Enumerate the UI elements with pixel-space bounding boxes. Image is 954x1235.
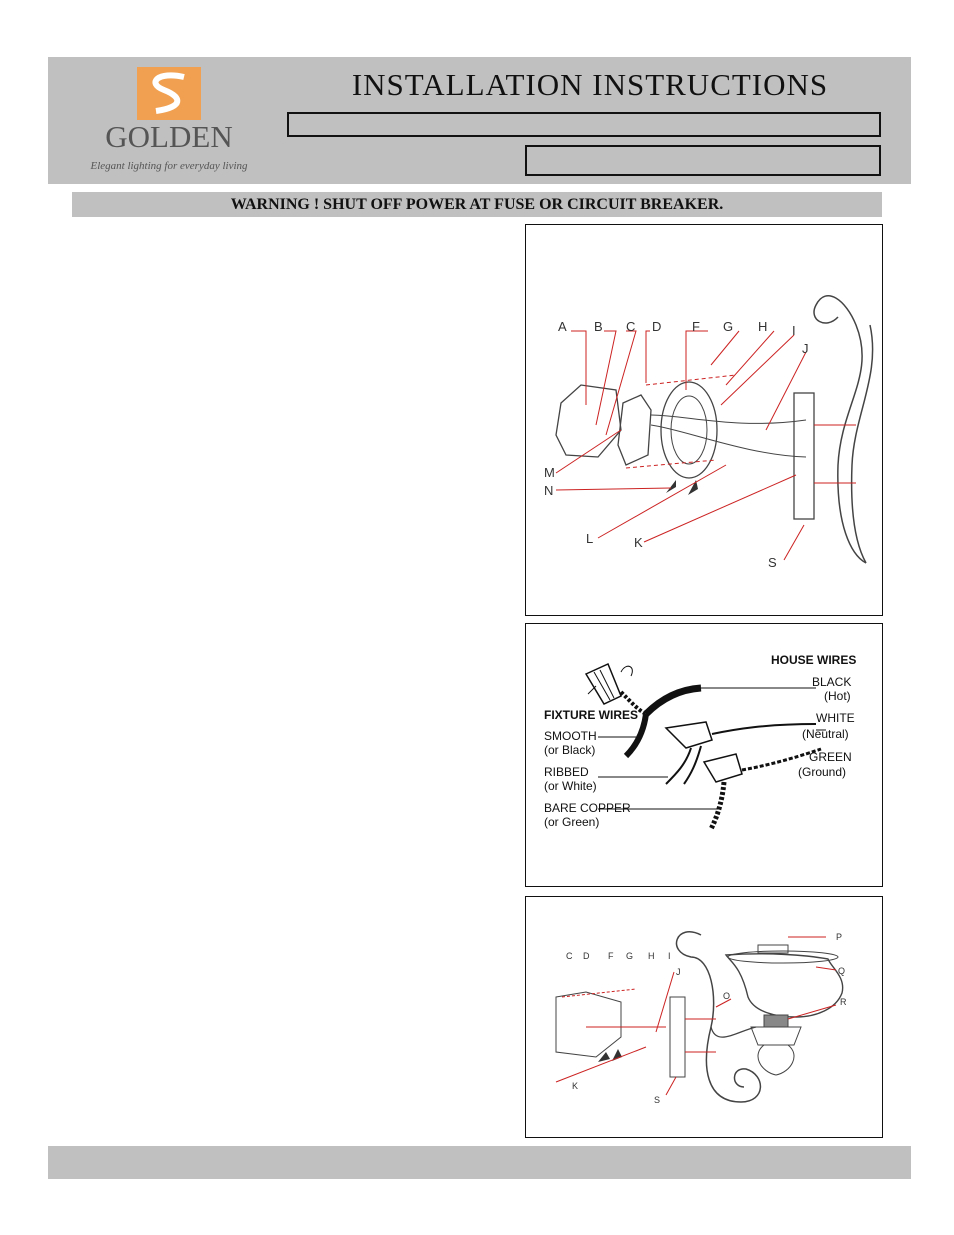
logo-tagline: Elegant lighting for everyday living (90, 160, 248, 172)
label-p: P (836, 932, 843, 942)
label-b: B (594, 319, 603, 334)
bare-copper-label: BARE COPPER (544, 801, 631, 815)
logo-text: GOLDEN (105, 119, 233, 154)
label-d: D (652, 319, 662, 334)
smooth-sub-label: (or Black) (544, 743, 596, 757)
label-f: F (692, 319, 700, 334)
label-n: N (544, 483, 554, 498)
fixture-wires-label: FIXTURE WIRES (544, 708, 639, 722)
label-s: S (768, 555, 777, 570)
label-i: I (668, 951, 671, 961)
wiring-diagram-panel (525, 623, 883, 887)
label-a: A (558, 319, 567, 334)
white-sub-label: (Neutral) (802, 727, 849, 741)
item-field (525, 145, 881, 176)
model-field (287, 112, 881, 137)
label-s: S (654, 1095, 661, 1105)
assembly-diagram (526, 897, 881, 1136)
ribbed-sub-label: (or White) (544, 779, 597, 793)
mounting-diagram-panel (525, 224, 883, 616)
assembly-diagram-panel (525, 896, 883, 1138)
label-d: D (583, 951, 590, 961)
label-q: Q (838, 966, 846, 976)
label-o: O (723, 991, 731, 1001)
label-r: R (840, 997, 847, 1007)
label-m: M (544, 465, 555, 480)
green-sub-label: (Ground) (798, 765, 847, 779)
page-title: INSTALLATION INSTRUCTIONS (351, 67, 829, 102)
label-k: K (634, 535, 643, 550)
black-label: BLACK (812, 675, 852, 689)
green-label: GREEN (809, 750, 852, 764)
label-i: I (792, 323, 796, 338)
label-j: J (802, 341, 809, 356)
label-g: G (723, 319, 734, 334)
label-g: G (626, 951, 634, 961)
wiring-diagram (526, 624, 881, 885)
label-k: K (572, 1081, 579, 1091)
mounting-diagram (526, 225, 881, 614)
footer-band (48, 1146, 911, 1179)
warning-banner: WARNING ! SHUT OFF POWER AT FUSE OR CIRCUIT BREAKER. (72, 192, 882, 217)
label-j: J (676, 967, 681, 977)
bare-copper-sub-label: (or Green) (544, 815, 600, 829)
label-c: C (566, 951, 573, 961)
black-sub-label: (Hot) (824, 689, 851, 703)
golden-logo (88, 65, 263, 177)
white-label: WHITE (816, 711, 855, 725)
house-wires-label: HOUSE WIRES (771, 653, 857, 667)
header-band (48, 57, 911, 184)
smooth-label: SMOOTH (544, 729, 597, 743)
label-c: C (626, 319, 636, 334)
ribbed-label: RIBBED (544, 765, 589, 779)
label-f: F (608, 951, 614, 961)
label-h: H (758, 319, 768, 334)
label-h: H (648, 951, 655, 961)
label-l: L (586, 531, 594, 546)
